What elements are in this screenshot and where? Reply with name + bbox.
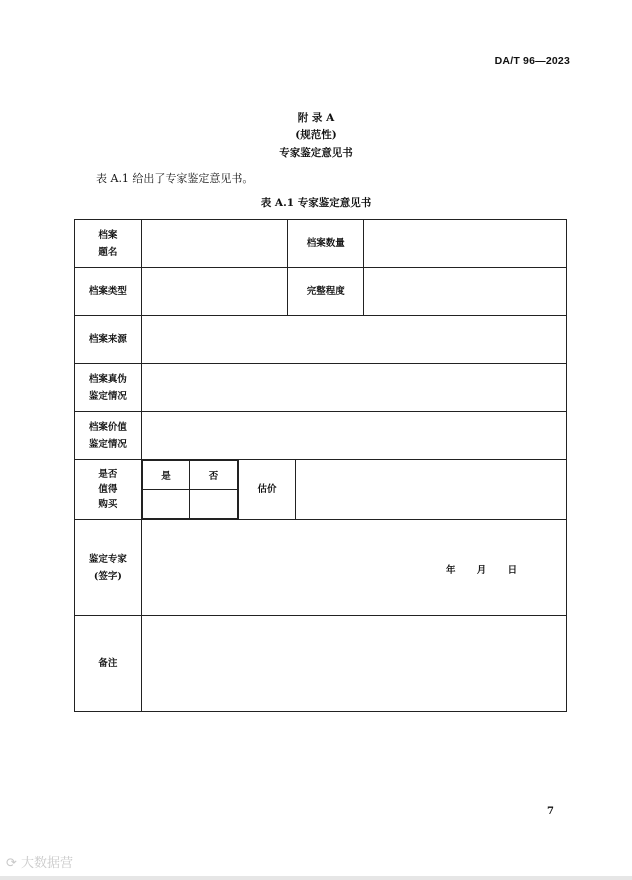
yes-no-grid — [141, 460, 238, 520]
archive-quantity-label: 档案数量 — [288, 220, 364, 268]
page-number: 7 — [547, 806, 554, 817]
archive-title-field[interactable] — [141, 220, 288, 268]
expert-signature-label: 鉴定专家 (签字) — [75, 520, 142, 616]
archive-source-label: 档案来源 — [75, 316, 142, 364]
footer-bar — [0, 876, 632, 880]
appendix-subtitle: 专家鉴定意见书 — [279, 147, 353, 159]
table-caption: 表 A.1 专家鉴定意见书 — [260, 197, 372, 209]
appendix-title: 附 录 A — [297, 112, 335, 124]
archive-source-field[interactable] — [141, 316, 566, 364]
completeness-label: 完整程度 — [288, 268, 364, 316]
estimate-field[interactable] — [296, 460, 567, 520]
completeness-field[interactable] — [364, 268, 567, 316]
value-field[interactable] — [141, 412, 566, 460]
signature-date: 年 月 日 — [446, 565, 518, 576]
authenticity-label: 档案真伪 鉴定情况 — [75, 364, 142, 412]
archive-quantity-field[interactable] — [364, 220, 567, 268]
archive-type-field[interactable] — [141, 268, 288, 316]
remarks-field[interactable] — [141, 616, 566, 712]
expert-appraisal-form — [74, 219, 567, 712]
standard-number: DA/T 96—2023 — [494, 55, 570, 67]
no-label: 否 — [190, 461, 238, 490]
authenticity-field[interactable] — [141, 364, 566, 412]
worth-buying-label: 是否 值得 购买 — [75, 460, 142, 520]
no-checkbox[interactable] — [190, 490, 238, 519]
yes-label: 是 — [142, 461, 190, 490]
archive-title-label: 档案 题名 — [75, 220, 142, 268]
watermark-logo: ⟳ 大数据营 — [6, 856, 74, 871]
value-label: 档案价值 鉴定情况 — [75, 412, 142, 460]
intro-text: 表 A.1 给出了专家鉴定意见书。 — [96, 172, 254, 185]
estimate-label: 估价 — [238, 460, 296, 520]
remarks-label: 备注 — [75, 616, 142, 712]
appendix-nature: (规范性) — [295, 129, 337, 141]
archive-type-label: 档案类型 — [75, 268, 142, 316]
yes-checkbox[interactable] — [142, 490, 190, 519]
